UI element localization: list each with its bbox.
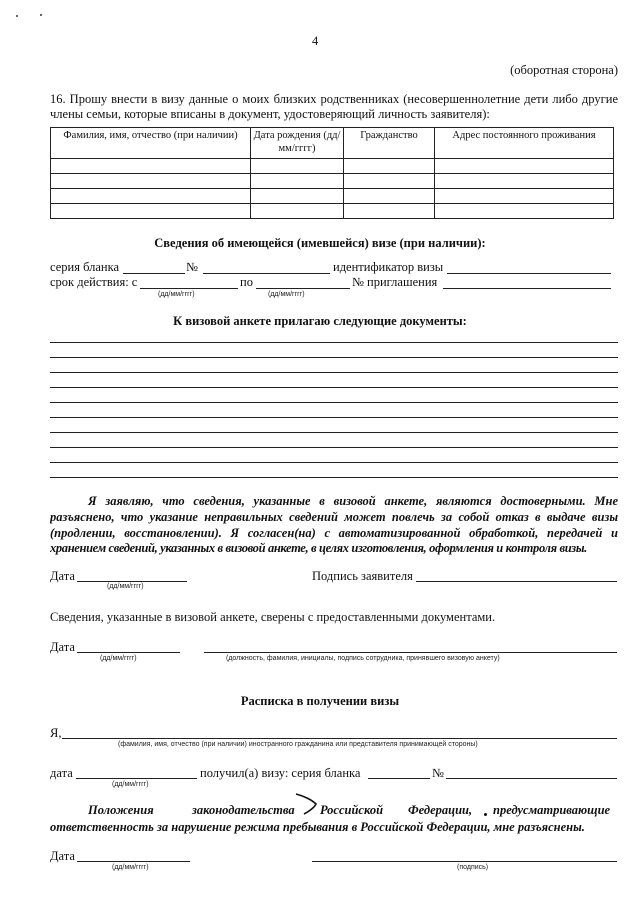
document-line[interactable] [50, 462, 618, 463]
law-word: Федерации, [408, 803, 473, 817]
received-label: получил(а) визу: серия бланка [200, 766, 361, 780]
applicant-date-field[interactable] [77, 581, 187, 582]
verification-date-field[interactable] [77, 652, 180, 653]
applicant-date-label: Дата [50, 569, 75, 583]
receipt-name-field[interactable] [62, 738, 617, 739]
number-label: № [186, 260, 198, 274]
date-hint: (дд/мм/гггг) [268, 291, 305, 298]
validity-to-field[interactable] [256, 288, 350, 289]
table-header-row [51, 128, 614, 159]
law-word: Российской [320, 803, 384, 817]
document-line[interactable] [50, 357, 618, 358]
documents-heading: К визовой анкете прилагаю следующие документы: [173, 314, 467, 328]
declaration-line: (продлении, восстановлении). Я согласен(на) с автоматизированной обработкой, передачей и [50, 526, 618, 540]
table-row[interactable] [51, 189, 614, 204]
verification-text: Сведения, указанные в визовой анкете, сверены с предоставленными документами. [50, 610, 496, 624]
number-field[interactable] [203, 273, 330, 274]
document-line[interactable] [50, 372, 618, 373]
document-line[interactable] [50, 387, 618, 388]
column-header: Фамилия, имя, отчество (при наличии) [51, 128, 251, 159]
received-number-field[interactable] [446, 778, 617, 779]
final-date-label: Дата [50, 849, 75, 863]
ink-dot [484, 813, 487, 816]
declaration-line: Я заявляю, что сведения, указанные в визовой анкете, являются достоверными. Мне [88, 494, 618, 508]
applicant-signature-label: Подпись заявителя [312, 569, 413, 583]
signature-hint: (подпись) [457, 864, 489, 871]
invitation-label: № приглашения [352, 275, 438, 289]
section16-text: 16. Прошу внести в визу данные о моих близких родственниках (несовершеннолетние дети либо другие члены семьи, которые вписаны в документ, удостоверяющий личность заявителя): [50, 92, 618, 121]
invitation-field[interactable] [443, 288, 611, 289]
verification-date-label: Дата [50, 640, 75, 654]
law-word: предусматривающие [493, 803, 611, 817]
page-number: 4 [312, 34, 319, 48]
received-number-label: № [432, 766, 444, 780]
validity-from-field[interactable] [140, 288, 238, 289]
date-hint: (дд/мм/гггг) [100, 655, 137, 662]
received-series-field[interactable] [368, 778, 430, 779]
series-label: серия бланка [50, 260, 120, 274]
document-line[interactable] [50, 417, 618, 418]
visa-info-heading: Сведения об имеющейся (имевшейся) визе (при наличии): [154, 236, 486, 250]
to-label: по [240, 275, 253, 289]
law-word: Положения [88, 803, 154, 817]
date-hint: (дд/мм/гггг) [112, 781, 149, 788]
validity-label: срок действия: с [50, 275, 138, 289]
receipt-date-field[interactable] [76, 778, 197, 779]
column-header: Дата рождения (дд/мм/гггг) [251, 128, 344, 159]
identifier-label: идентификатор визы [333, 260, 444, 274]
document-line[interactable] [50, 447, 618, 448]
name-hint: (фамилия, имя, отчество (при наличии) иностранного гражданина или представителя принимающей стороны) [118, 741, 478, 748]
series-field[interactable] [123, 273, 185, 274]
law-word: законодательства [192, 803, 295, 817]
side-label: (оборотная сторона) [510, 63, 618, 77]
law-line: ответственность за нарушение режима пребывания в Российской Федерации, мне разъяснены. [50, 820, 585, 834]
date-hint: (дд/мм/гггг) [112, 864, 149, 871]
document-line[interactable] [50, 432, 618, 433]
table-row[interactable] [51, 204, 614, 219]
document-line[interactable] [50, 402, 618, 403]
date-hint: (дд/мм/гггг) [158, 291, 195, 298]
receipt-i-label: Я, [50, 726, 62, 740]
column-header: Адрес постоянного проживания [435, 128, 614, 159]
scan-speck [16, 15, 18, 17]
document-line[interactable] [50, 477, 618, 478]
table-row[interactable] [51, 174, 614, 189]
document-line[interactable] [50, 342, 618, 343]
table-row[interactable] [51, 159, 614, 174]
final-signature-field[interactable] [312, 861, 617, 862]
applicant-signature-field[interactable] [416, 581, 617, 582]
receipt-heading: Расписка в получении визы [240, 694, 400, 708]
final-date-field[interactable] [77, 861, 190, 862]
declaration-line: разъяснено, что указание неправильных сведений может повлечь за собой отказ в выдаче визы [50, 510, 618, 524]
scan-speck [40, 14, 42, 16]
column-header: Гражданство [344, 128, 435, 159]
declaration-line: хранением сведений, указанных в визовой анкете, в целях изготовления, оформления и контроля визы. [50, 541, 587, 555]
date-hint: (дд/мм/гггг) [107, 583, 144, 590]
official-hint: (должность, фамилия, инициалы, подпись сотрудника, принявшего визовую анкету) [226, 655, 500, 662]
identifier-field[interactable] [447, 273, 611, 274]
relatives-table [50, 127, 614, 219]
official-signature-field[interactable] [204, 652, 617, 653]
receipt-date-label: дата [50, 766, 73, 780]
